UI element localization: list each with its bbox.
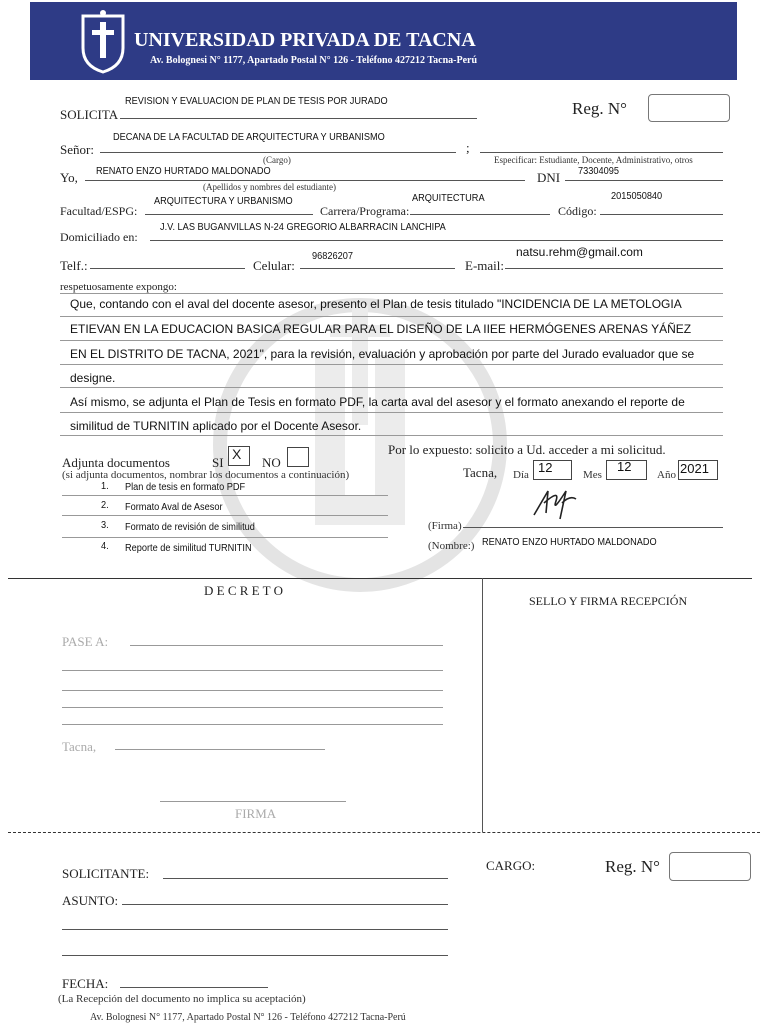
senor-semicolon: ; <box>466 140 470 155</box>
header-address: Av. Bolognesi N° 1177, Apartado Postal N° 126 - Teléfono 427212 Tacna-Perú <box>150 55 478 66</box>
body-line-2: ETIEVAN EN LA EDUCACION BASICA REGULAR PARA EL DISEÑO DE LA IIEE HERMÓGENES ARENAS YÁÑEZ <box>70 322 692 336</box>
facultad-value: ARQUITECTURA Y URBANISMO <box>154 196 293 207</box>
especificar-caption: Especificar: Estudiante, Docente, Administrativo, otros <box>494 155 693 165</box>
sello-title: SELLO Y FIRMA RECEPCIÓN <box>529 594 688 608</box>
tacna-date-label: Tacna, <box>463 465 498 480</box>
asunto-label: ASUNTO: <box>62 893 119 908</box>
yo-label: Yo, <box>60 170 78 185</box>
carrera-label: Carrera/Programa: <box>320 204 410 218</box>
solicitante-line <box>163 878 448 879</box>
university-name: UNIVERSIDAD PRIVADA DE TACNA <box>134 29 476 51</box>
doc-line <box>62 515 388 516</box>
nombre-label: (Nombre:) <box>428 540 475 552</box>
doc-num-3: 3. <box>101 520 109 531</box>
facultad-label: Facultad/ESPG: <box>60 204 138 218</box>
decreto-line <box>62 707 443 708</box>
adjunta-label: Adjunta documentos <box>62 455 170 470</box>
adjunta-note: (si adjunta documentos, nombrar los documentos a continuación) <box>62 469 350 481</box>
dia-value: 12 <box>538 460 553 475</box>
doc-name-1: Plan de tesis en formato PDF <box>125 482 246 493</box>
doc-num-1: 1. <box>101 481 109 492</box>
carrera-value: ARQUITECTURA <box>412 193 485 204</box>
carrera-line <box>410 214 550 215</box>
domicilio-line <box>150 240 723 241</box>
body-line-3: EN EL DISTRITO DE TACNA, 2021", para la revisión, evaluación y aprobación por parte del Jurado evaluador que se <box>70 347 695 361</box>
solicitante-label: SOLICITANTE: <box>62 866 150 881</box>
email-value: natsu.rehm@gmail.com <box>516 245 643 259</box>
body-line-6: similitud de TURNITIN aplicado por el Docente Asesor. <box>70 419 362 433</box>
senor-line <box>100 152 456 153</box>
yo-value: RENATO ENZO HURTADO MALDONADO <box>96 166 271 177</box>
cargo-reg-field[interactable] <box>669 852 751 881</box>
anio-label: Año <box>657 469 676 481</box>
doc-line <box>62 495 388 496</box>
cargo-caption: (Cargo) <box>263 155 291 165</box>
decreto-title: D E C R E T O <box>204 583 283 598</box>
email-line <box>505 268 723 269</box>
facultad-line <box>145 214 313 215</box>
nombre-value: RENATO ENZO HURTADO MALDONADO <box>482 537 657 548</box>
body-line <box>60 435 723 436</box>
telf-label: Telf.: <box>60 258 88 273</box>
fecha-label: FECHA: <box>62 976 109 991</box>
fecha-line <box>120 987 268 988</box>
asunto-line-3 <box>62 955 448 956</box>
solicita-label: SOLICITA <box>60 107 119 122</box>
vertical-divider <box>482 578 483 832</box>
doc-line <box>62 537 388 538</box>
doc-name-2: Formato Aval de Asesor <box>125 502 223 513</box>
asunto-line-2 <box>62 929 448 930</box>
celular-label: Celular: <box>253 258 295 273</box>
yo-line <box>85 180 525 181</box>
doc-name-3: Formato de revisión de similitud <box>125 522 255 533</box>
body-line <box>60 340 723 341</box>
dni-value: 73304095 <box>578 166 619 177</box>
university-crest-icon <box>78 8 128 74</box>
body-line-4: designe. <box>70 371 116 385</box>
senor-value: DECANA DE LA FACULTAD DE ARQUITECTURA Y URBANISMO <box>113 132 385 143</box>
si-checkbox-mark: X <box>232 446 242 462</box>
codigo-line <box>600 214 723 215</box>
decreto-line <box>62 690 443 691</box>
cargo-label: CARGO: <box>486 858 536 873</box>
decreto-line <box>62 670 443 671</box>
senor-label: Señor: <box>60 142 94 157</box>
decreto-tacna-line <box>115 749 325 750</box>
email-label: E-mail: <box>465 258 504 273</box>
solicita-line <box>120 118 477 119</box>
section-divider <box>8 578 752 579</box>
si-label: SI <box>212 455 224 470</box>
dni-line <box>565 180 723 181</box>
codigo-value: 2015050840 <box>611 191 663 202</box>
body-line-1: Que, contando con el aval del docente asesor, presento el Plan de tesis titulado "INCIDENCIA DE LA METOLOGIA <box>70 297 682 311</box>
mes-value: 12 <box>617 459 632 474</box>
body-line <box>60 364 723 365</box>
solicita-value: REVISION Y EVALUACION DE PLAN DE TESIS POR JURADO <box>125 96 388 107</box>
doc-num-2: 2. <box>101 500 109 511</box>
cargo-reg-label: Reg. N° <box>605 857 660 876</box>
university-header <box>30 2 737 80</box>
firma-line <box>463 527 723 528</box>
decreto-line <box>62 724 443 725</box>
firma-label: (Firma) <box>428 520 462 532</box>
asunto-line <box>122 904 448 905</box>
dia-label: Día <box>513 469 529 481</box>
cut-line <box>8 832 760 833</box>
domicilio-value: J.V. LAS BUGANVILLAS N-24 GREGORIO ALBARRACIN LANCHIPA <box>160 222 446 233</box>
signature-image <box>530 485 580 521</box>
doc-name-4: Reporte de similitud TURNITIN <box>125 543 252 554</box>
decreto-firma-label: FIRMA <box>235 806 277 821</box>
reg-label: Reg. N° <box>572 99 627 118</box>
dni-label: DNI <box>537 170 561 185</box>
pase-label: PASE A: <box>62 634 109 649</box>
body-line <box>60 316 723 317</box>
expongo-label: respetuosamente expongo: <box>60 281 177 293</box>
pase-line <box>130 645 443 646</box>
body-line <box>60 387 723 388</box>
reg-number-field[interactable] <box>648 94 730 122</box>
mes-label: Mes <box>583 469 602 481</box>
doc-num-4: 4. <box>101 541 109 552</box>
recepcion-note: (La Recepción del documento no implica su aceptación) <box>58 993 306 1005</box>
decreto-firma-line <box>160 801 346 802</box>
no-label: NO <box>262 455 281 470</box>
apellidos-caption: (Apellidos y nombres del estudiante) <box>203 182 336 192</box>
celular-line <box>300 268 455 269</box>
domicilio-label: Domiciliado en: <box>60 230 138 244</box>
body-line <box>60 412 723 413</box>
footer-address: Av. Bolognesi N° 1177, Apartado Postal N° 126 - Teléfono 427212 Tacna-Perú <box>90 1012 406 1023</box>
codigo-label: Código: <box>558 204 597 218</box>
telf-line <box>90 268 245 269</box>
anio-value: 2021 <box>680 461 709 476</box>
decreto-tacna-label: Tacna, <box>62 739 97 754</box>
body-line-5: Así mismo, se adjunta el Plan de Tesis en formato PDF, la carta aval del asesor y el formato anexando el reporte de <box>70 395 685 409</box>
no-checkbox[interactable] <box>287 447 309 467</box>
celular-value: 96826207 <box>312 251 353 262</box>
especificar-line <box>480 152 723 153</box>
expuesto-text: Por lo expuesto: solicito a Ud. acceder a mi solicitud. <box>388 442 666 457</box>
body-line <box>60 293 723 294</box>
